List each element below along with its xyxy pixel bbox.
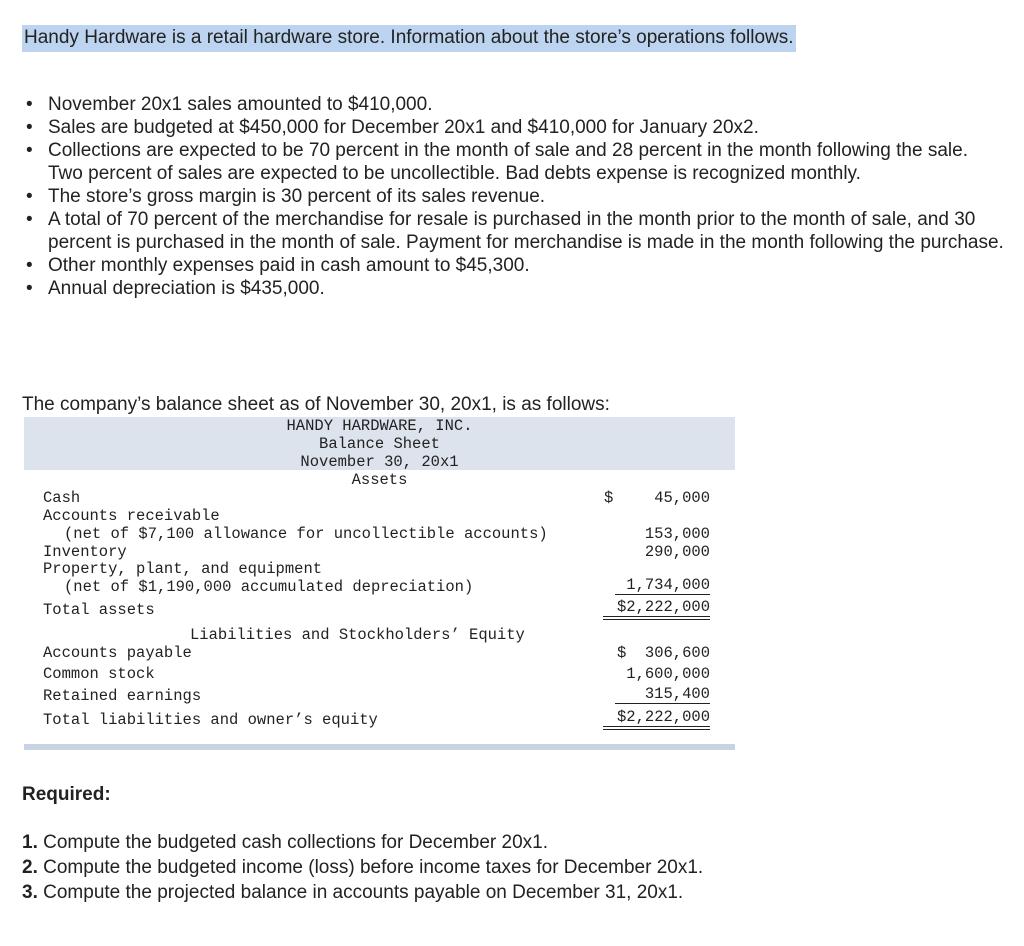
cash-value: 45,000 — [654, 489, 710, 507]
ar-note: (net of $7,100 allowance for uncollectible accounts) — [64, 525, 548, 543]
list-item — [22, 855, 703, 880]
ppe-value: 1,734,000 — [615, 576, 710, 595]
total-le-value: $2,222,000 — [603, 708, 710, 730]
ar-value: 153,000 — [644, 525, 710, 543]
list-item — [22, 880, 703, 905]
intro-highlight: Handy Hardware is a retail hardware store. Information about the store’s operations follows. — [22, 25, 796, 52]
total-assets-value: $2,222,000 — [603, 598, 710, 620]
list-item: • A total of 70 percent of the merchandise for resale is purchased in the month prior to the month of sale, and 30 percent is purchased in the month of sale. Payment for merchandise is made in the month following the purchase. — [22, 208, 1007, 254]
ar-label: Accounts receivable — [43, 507, 220, 525]
cash-dollar-sign: $ — [604, 489, 614, 507]
required-heading: Required: — [22, 784, 111, 805]
intro-text — [22, 26, 796, 50]
list-item: • The store’s gross margin is 30 percent of its sales revenue. — [22, 185, 1007, 208]
ap-value: $ 306,600 — [616, 644, 710, 662]
ppe-note: (net of $1,190,000 accumulated depreciation) — [64, 578, 474, 596]
question-number: 1. — [22, 832, 38, 853]
assets-heading: Assets — [351, 471, 408, 489]
facts-list — [22, 93, 1007, 300]
liabilities-equity-heading: Liabilities and Stockholders’ Equity — [190, 626, 525, 644]
list-item: • Annual depreciation is $435,000. — [22, 277, 1007, 300]
statement-title: Balance Sheet — [319, 435, 440, 453]
list-item: • November 20x1 sales amounted to $410,000. — [22, 93, 1007, 116]
question-text: Compute the projected balance in accounts payable on December 31, 20x1. — [43, 882, 684, 903]
total-assets-label: Total assets — [43, 601, 155, 619]
ppe-label: Property, plant, and equipment — [43, 560, 323, 578]
list-item — [22, 830, 703, 855]
inventory-value: 290,000 — [644, 543, 710, 561]
company-name: HANDY HARDWARE, INC. — [286, 417, 473, 435]
question-text: Compute the budgeted income (loss) before income taxes for December 20x1. — [43, 857, 704, 878]
inventory-label: Inventory — [43, 543, 127, 561]
list-item: • Sales are budgeted at $450,000 for December 20x1 and $410,000 for January 20x2. — [22, 116, 1007, 139]
common-stock-value: 1,600,000 — [626, 665, 710, 683]
cash-label: Cash — [43, 489, 81, 507]
question-text: Compute the budgeted cash collections for December 20x1. — [43, 832, 548, 853]
statement-date: November 30, 20x1 — [300, 453, 459, 471]
balance-sheet — [24, 417, 735, 750]
retained-earnings-label: Retained earnings — [43, 687, 202, 705]
list-item: • Other monthly expenses paid in cash amount to $45,300. — [22, 254, 1007, 277]
retained-earnings-value: 315,400 — [615, 685, 710, 704]
common-stock-label: Common stock — [43, 665, 155, 683]
balance-sheet-footer-bar — [24, 744, 735, 750]
balance-sheet-intro: The company’s balance sheet as of November 30, 20x1, is as follows: — [22, 394, 610, 415]
questions-list — [22, 830, 703, 905]
question-number: 3. — [22, 882, 38, 903]
list-item: • Collections are expected to be 70 percent in the month of sale and 28 percent in the month following the sale. Two percent of sales are expected to be uncollectible. Bad debts expense is recognized monthly. — [22, 139, 1007, 185]
question-number: 2. — [22, 857, 38, 878]
total-le-label: Total liabilities and owner’s equity — [43, 711, 378, 729]
ap-label: Accounts payable — [43, 644, 192, 662]
